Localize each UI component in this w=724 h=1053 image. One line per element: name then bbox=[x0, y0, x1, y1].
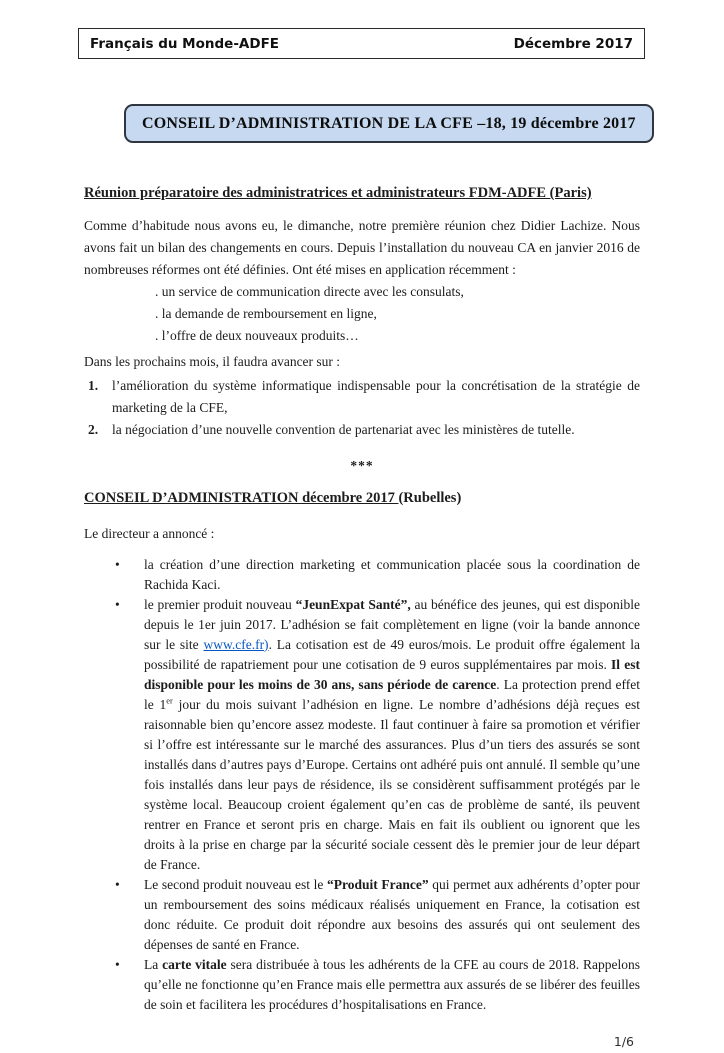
text-segment: la création d’une direction marketing et communication placée sous la coordination de Rachida Kaci. bbox=[144, 557, 640, 592]
section1-paragraph: Comme d’habitude nous avons eu, le dimanche, notre première réunion chez Didier Lachize. Nous avons fait un bilan des changements en cours. Depuis l’installation du nouveau CA en janvier 2016 de nombreuses réformes ont été définies. Ont été mises en application récemment : bbox=[84, 218, 640, 277]
text-segment: . La protection prend effet le 1 bbox=[144, 677, 640, 712]
bullet-item bbox=[84, 555, 640, 595]
text-segment: sera distribuée à tous les adhérents de la CFE au cours de 2018. Rappelons qu’elle ne fonctionne qu’en France mais elle permettra aux assurés de se libérer des feuilles de soin et facilitera les procédures d’hospitalisations en France. bbox=[144, 957, 640, 1012]
bullet-text bbox=[144, 955, 640, 1015]
title-box bbox=[124, 104, 654, 143]
text-segment: “Produit France” bbox=[326, 877, 429, 892]
bullet-marker: • bbox=[115, 957, 120, 972]
text-segment: “JeunExpat Santé”, bbox=[295, 597, 411, 612]
item-text: la négociation d’une nouvelle convention de partenariat avec les ministères de tutelle. bbox=[112, 422, 575, 437]
dot-list bbox=[84, 281, 640, 347]
numbered-list bbox=[84, 375, 640, 441]
dot-list-item: . la demande de remboursement en ligne, bbox=[155, 306, 377, 321]
bullet-item bbox=[84, 955, 640, 1015]
text-segment: Il est disponible pour les moins de 30 ans, sans période de carence bbox=[144, 657, 641, 692]
section-separator: *** bbox=[350, 458, 374, 473]
text-segment: . La cotisation est de 49 euros/mois. Le produit offre également la possibilité de rapatriement pour une cotisation de 9 euros supplémentaires par mois. bbox=[144, 637, 640, 672]
item-text: l’amélioration du système informatique indispensable pour la concrétisation de la stratégie de marketing de la CFE, bbox=[112, 378, 640, 415]
bullet-marker: • bbox=[115, 877, 120, 892]
item-number: 1. bbox=[88, 378, 99, 393]
text-segment: Le second produit nouveau est le bbox=[144, 877, 327, 892]
document-title: CONSEIL D’ADMINISTRATION DE LA CFE –18, 19 décembre 2017 bbox=[142, 114, 636, 132]
text-segment: La bbox=[144, 957, 163, 972]
text-segment: CONSEIL D’ADMINISTRATION décembre 2017 bbox=[84, 490, 399, 506]
text-segment: er bbox=[166, 696, 173, 706]
text-segment: qui permet aux adhérents d’opter pour un remboursement des soins médicaux réalisés uniquement en France, la cotisation est donc réduite. Ce produit doit répondre aux besoins des assurés qui ont seulement des dépenses de santé en France. bbox=[144, 877, 640, 952]
item-number: 2. bbox=[88, 422, 99, 437]
document-body bbox=[84, 182, 640, 1053]
dot-list-item: . l’offre de deux nouveaux produits… bbox=[155, 328, 359, 343]
section1-heading: Réunion préparatoire des administratrices et administrateurs FDM-ADFE (Paris) bbox=[84, 185, 592, 201]
bullet-text bbox=[144, 875, 640, 955]
text-segment: carte vitale bbox=[162, 957, 227, 972]
cfe-website-link[interactable]: www.cfe.fr) bbox=[203, 637, 269, 652]
text-segment: (Rubelles) bbox=[398, 490, 462, 506]
text-segment: jour du mois suivant l’adhésion en ligne. Le nombre d’adhésions déjà reçues est raisonnable bien qu’encore assez modeste. Il faut continuer à faire sa promotion et vérifier si l’offre est intéressante sur le marché des assurances. Plus d’un tiers des assurés se sont installés dans d’autres pays d’Europe. Certains ont adhéré puis ont annulé. Il semble qu’une fois installés dans leur pays de résidence, ils se considèrent suffisamment protégés par le système local. Beaucoup croient également qu’en cas de problème de santé, ils peuvent rentrer en France et seront pris en charge. Mais en fait ils oublient ou ignorent que les droits à la prise en charge par la sécurité sociale cessent dès le premier jour de leur départ de France. bbox=[144, 697, 640, 872]
section2-heading bbox=[84, 487, 640, 509]
bullet-item bbox=[84, 875, 640, 955]
transition-paragraph: Dans les prochains mois, il faudra avancer sur : bbox=[84, 354, 341, 369]
page-number: 1/6 bbox=[613, 1034, 634, 1049]
text-segment: le premier produit nouveau bbox=[144, 597, 296, 612]
bullet-text bbox=[144, 555, 640, 595]
page-header bbox=[78, 28, 645, 59]
bullet-text bbox=[144, 595, 640, 875]
section2-intro: Le directeur a annoncé : bbox=[84, 526, 215, 541]
bullet-item bbox=[84, 595, 640, 875]
text-segment: au bénéfice des jeunes, qui est disponible depuis le 1er juin 2017. L’adhésion se fait complètement en ligne (voir la bande annonce sur le site bbox=[144, 597, 641, 652]
bullet-marker: • bbox=[115, 597, 120, 612]
bullet-marker: • bbox=[115, 557, 120, 572]
dot-list-item: . un service de communication directe avec les consulats, bbox=[155, 284, 464, 299]
bullet-list bbox=[84, 555, 640, 1015]
header-date: Décembre 2017 bbox=[513, 35, 633, 52]
header-newsletter-title: Français du Monde-ADFE bbox=[90, 35, 280, 52]
numbered-item bbox=[84, 419, 640, 441]
numbered-item bbox=[84, 375, 640, 419]
